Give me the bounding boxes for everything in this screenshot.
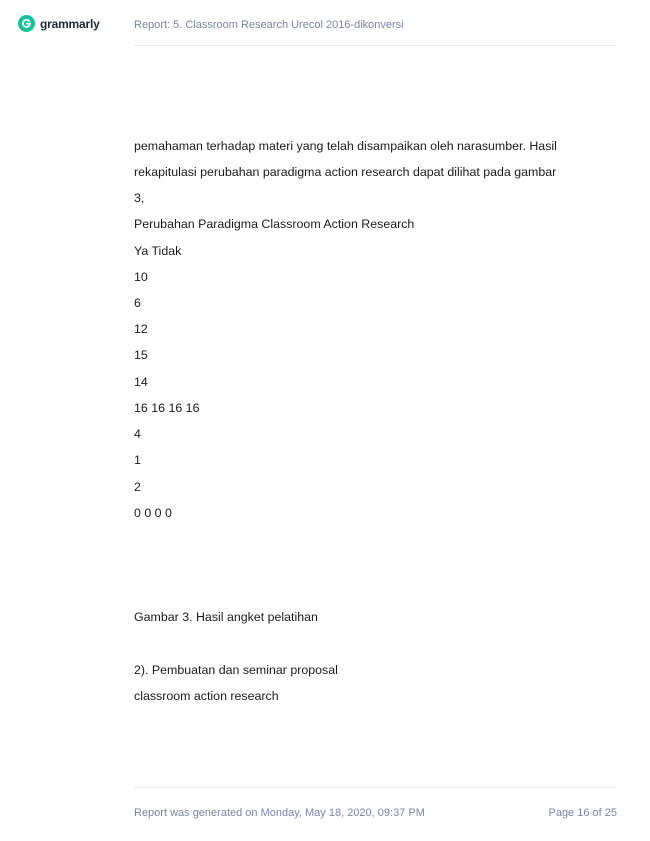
figure-value-line: 10 [134, 270, 148, 284]
figure-value-line: 6 [134, 296, 141, 310]
figure-value-line: 4 [134, 427, 141, 441]
body-text-line: rekapitulasi perubahan paradigma action research dapat dilihat pada gambar [134, 165, 557, 179]
figure-title-line: Perubahan Paradigma Classroom Action Research [134, 217, 415, 231]
report-title: Report: 5. Classroom Research Urecol 2016-dikonversi [134, 19, 404, 31]
header-divider [134, 45, 617, 46]
grammarly-logo [18, 15, 100, 32]
page-number: Page 16 of 25 [548, 807, 617, 819]
figure-value-line: 16 16 16 16 [134, 401, 200, 415]
body-text-line: 3, [134, 191, 145, 205]
figure-value-line: 2 [134, 480, 141, 494]
grammarly-g-icon [18, 15, 35, 32]
figure-value-line: 14 [134, 375, 148, 389]
figure-value-line: 1 [134, 453, 141, 467]
report-header [0, 0, 650, 46]
section-heading: 2). Pembuatan dan seminar proposal [134, 663, 338, 677]
figure-legend-line: Ya Tidak [134, 244, 182, 258]
figure-value-line: 15 [134, 348, 148, 362]
figure-value-line: 12 [134, 322, 148, 336]
footer-divider [134, 787, 617, 788]
section-heading-continued: classroom action research [134, 689, 279, 703]
figure-caption: Gambar 3. Hasil angket pelatihan [134, 610, 318, 624]
body-text-line: pemahaman terhadap materi yang telah disampaikan oleh narasumber. Hasil [134, 139, 557, 153]
report-generated-note: Report was generated on Monday, May 18, 2020, 09:37 PM [134, 807, 425, 819]
logo-wordmark: grammarly [40, 16, 100, 31]
figure-value-line: 0 0 0 0 [134, 506, 172, 520]
